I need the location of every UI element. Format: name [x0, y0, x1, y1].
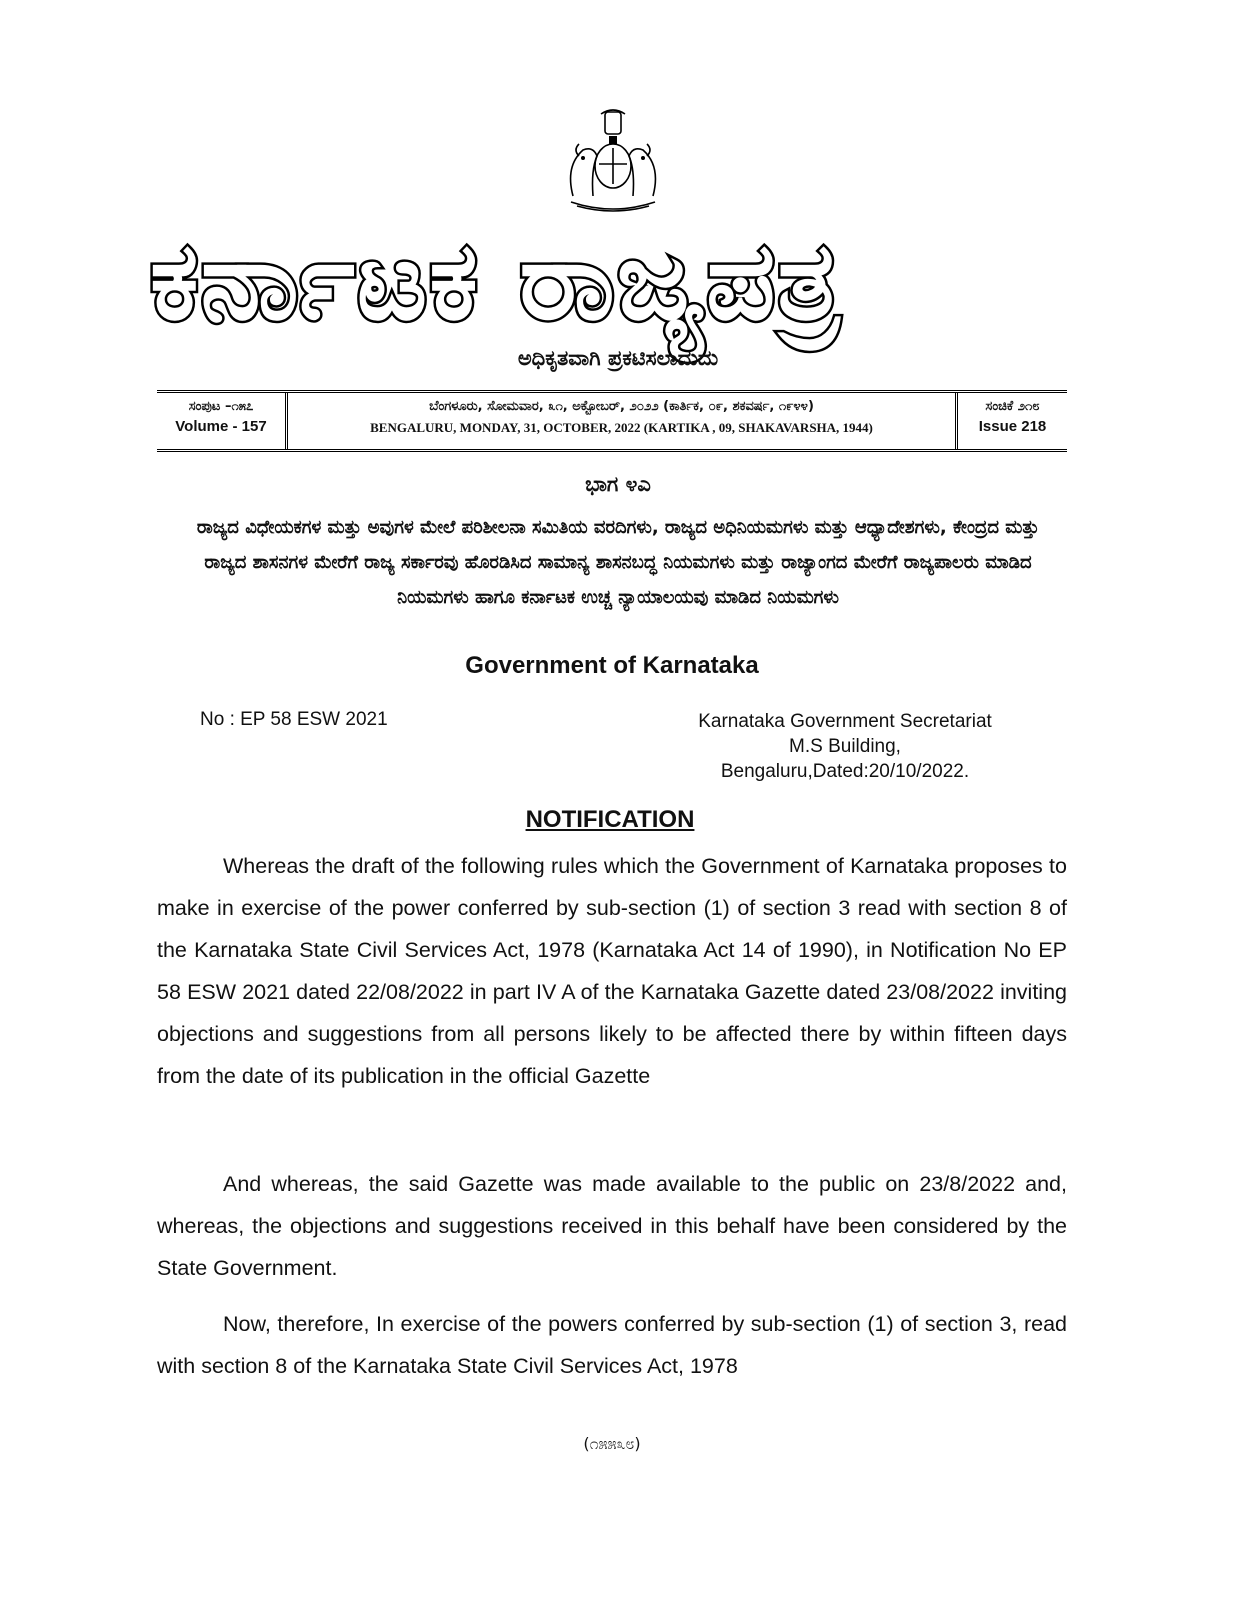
- government-heading: Government of Karnataka: [465, 652, 759, 679]
- volume-cell: [157, 393, 288, 449]
- date-cell: [288, 393, 958, 449]
- body-paragraph-3: [157, 1303, 1067, 1387]
- address-line-1: Karnataka Government Secretariat: [698, 711, 992, 732]
- paragraph-2-text: And whereas, the said Gazette was made available to the public on 23/8/2022 and, whereas, the objections and suggestions received in this behalf have been considered by the State Government.: [157, 1172, 1067, 1280]
- page-number: (೧೫೫೩೮): [583, 1434, 641, 1453]
- issue-english: Issue 218: [978, 418, 1047, 435]
- issue-cell: [958, 393, 1067, 449]
- masthead-title: ಕರ್ನಾಟಕ ರಾಜ್ಯಪತ್ರ: [150, 219, 842, 344]
- paragraph-3-text: Now, therefore, In exercise of the powers conferred by sub-section (1) of section 3, read with section 8 of the Karnataka State Civil Services Act, 1978: [157, 1312, 1067, 1378]
- part-title: ಭಾಗ ೪ಎ: [585, 472, 651, 496]
- state-emblem-icon: [553, 106, 673, 216]
- notification-heading: NOTIFICATION: [525, 806, 695, 833]
- date-english: BENGALURU, MONDAY, 31, OCTOBER, 2022 (KARTIKA , 09, SHAKAVARSHA, 1944): [370, 420, 873, 435]
- masthead-subtitle: ಅಧಿಕೃತವಾಗಿ ಪ್ರಕಟಿಸಲಾದುದು: [517, 346, 719, 370]
- gazette-header-band: [157, 390, 1067, 452]
- body-paragraph-1: [157, 845, 1067, 1097]
- issuing-office-address: [630, 709, 1060, 784]
- notification-number: No : EP 58 ESW 2021: [200, 709, 388, 730]
- address-line-2: M.S Building,: [789, 736, 901, 757]
- date-kannada: ಬೆಂಗಳೂರು, ಸೋಮವಾರ, ೩೧, ಅಕ್ಟೋಬರ್, ೨೦೨೨ (ಕಾರ್ತಿಕ, ೦೯, ಶಕವರ್ಷ, ೧೯೪೪): [429, 399, 814, 414]
- issue-kannada: ಸಂಚಿಕೆ ೨೧೮: [985, 399, 1040, 414]
- volume-english: Volume - 157: [175, 418, 267, 435]
- paragraph-1-text: Whereas the draft of the following rules which the Government of Karnataka proposes to make in exercise of the power conferred by sub-section (1) of section 3 read with section 8 of the Karnataka State Civil Services Act, 1978 (Karnataka Act 14 of 1990), in Notification No EP 58 ESW 2021 dated 22/08/2022 in part IV A of the Karnataka Gazette dated 23/08/2022 inviting objections and suggestions from all persons likely to be affected there by within fifteen days from the date of its publication in the official Gazette: [157, 854, 1067, 1088]
- address-line-3: Bengaluru,Dated:20/10/2022.: [720, 761, 970, 782]
- body-paragraph-2: [157, 1163, 1067, 1289]
- volume-kannada: ಸಂಪುಟ –೧೫೭: [188, 399, 254, 414]
- part-description: ರಾಜ್ಯದ ವಿಧೇಯಕಗಳ ಮತ್ತು ಅವುಗಳ ಮೇಲೆ ಪರಿಶೀಲನಾ ಸಮಿತಿಯ ವರದಿಗಳು, ರಾಜ್ಯದ ಅಧಿನಿಯಮಗಳು ಮತ್ತು ಆಧ್ಯಾದೇಶಗಳು, ಕೇಂದ್ರದ ಮತ್ತು ರಾಜ್ಯದ ಶಾಸನಗಳ ಮೇರೆಗೆ ರಾಜ್ಯ ಸರ್ಕಾರವು ಹೊರಡಿಸಿದ ಸಾಮಾನ್ಯ ಶಾಸನಬದ್ಧ ನಿಯಮಗಳು ಮತ್ತು ರಾಜ್ಯಾಂಗದ ಮೇರೆಗೆ ರಾಜ್ಯಪಾಲರು ಮಾಡಿದ ನಿಯಮಗಳು ಹಾಗೂ ಕರ್ನಾಟಕ ಉಚ್ಚ ನ್ಯಾಯಾಲಯವು ಮಾಡಿದ ನಿಯಮಗಳು: [196, 517, 1040, 608]
